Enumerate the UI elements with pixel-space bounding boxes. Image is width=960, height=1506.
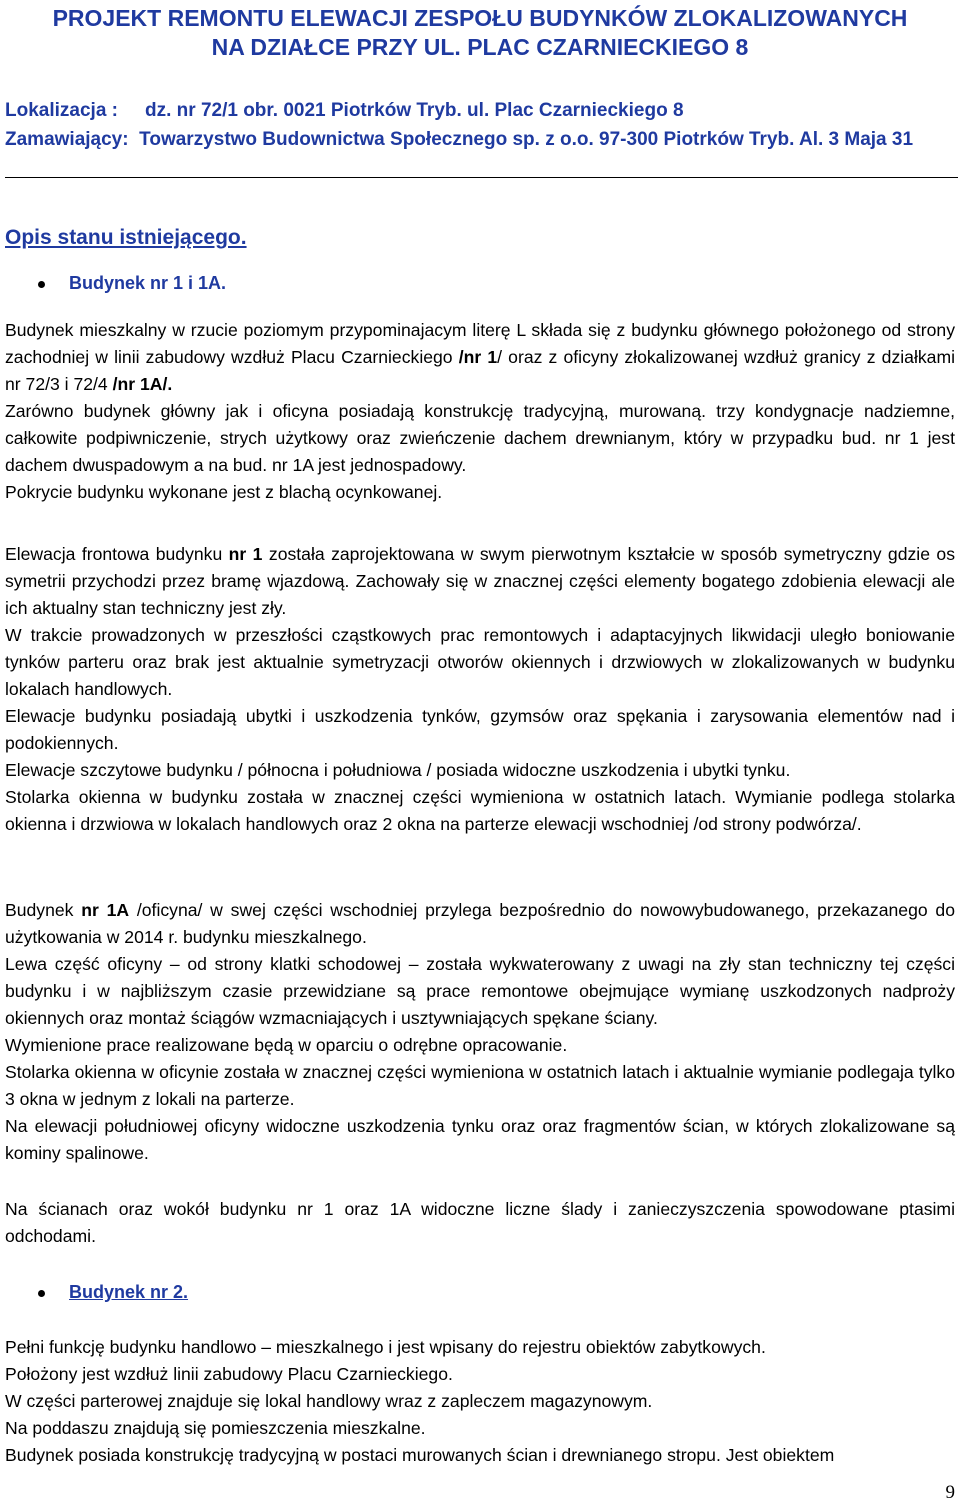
text-line: Budynek posiada konstrukcję tradycyjną w postaci murowanych ścian i drewnianego stropu. Jest obiektem (5, 1445, 835, 1465)
text-bold: /nr 1 (458, 347, 498, 367)
text-line: Zarówno budynek główny jak i oficyna posiadają konstrukcję tradycyjną, murowaną. trzy kondygnacje nadziemne, całkowite podpiwniczenie, strych użytkowy oraz zwieńczenie dachem drewnianym, który w przypadku bud. nr 1 jest dachem dwuspadowym a na bud. nr 1A jest jednospadowy. (5, 401, 955, 475)
project-meta (5, 96, 913, 154)
text-span: /oficyna/ w swej części wschodniej przylega bezpośrednio do nowowybudowanego, przekazanego do użytkowania w 2014 r. budynku mieszkalnego. (5, 900, 955, 947)
text-span: Elewacja frontowa budynku (5, 544, 229, 564)
text-line: Na poddaszu znajdują się pomieszczenia mieszkalne. (5, 1418, 426, 1438)
client-value: Towarzystwo Budownictwa Społecznego sp. z o.o. 97-300 Piotrków Tryb. Al. 3 Maja 31 (139, 129, 914, 150)
text-line: Elewacje budynku posiadają ubytki i uszkodzenia tynków, gzymsów oraz spękania i zarysowania elementów nad i podokiennych. (5, 706, 955, 753)
location-label: Lokalizacja : (5, 100, 118, 121)
text-line: Położony jest wzdłuż linii zabudowy Placu Czarnieckiego. (5, 1364, 453, 1384)
document-title (0, 4, 960, 62)
title-line-2: NA DZIAŁCE PRZY UL. PLAC CZARNIECKIEGO 8 (211, 34, 749, 60)
text-line: Stolarka okienna w oficynie została w znacznej części wymieniona w ostatnich latach i aktualnie wymianie podlegaja tylko 3 okna w jednym z lokali na parterze. (5, 1062, 955, 1109)
paragraph-5 (5, 1334, 955, 1469)
text-line: Na elewacji południowej oficyny widoczne uszkodzenia tynku oraz oraz fragmentów ścian, w których zlokalizowane są kominy spalinowe. (5, 1116, 955, 1163)
text-line (5, 317, 955, 398)
bullet-dot-icon (38, 1290, 45, 1297)
text-span: została zaprojektowana w swym pierwotnym kształcie w sposób symetryczny gdzie os symetrii przychodzi przez bramę wjazdową. Zachowały się w znacznej części elementy bogatego zdobienia elewacji ale ich aktualny stan techniczny jest zły. (5, 544, 955, 618)
text-line: W części parterowej znajduje się lokal handlowy wraz z zapleczem magazynowym. (5, 1391, 653, 1411)
paragraph-4: Na ścianach oraz wokół budynku nr 1 oraz 1A widoczne liczne ślady i zanieczyszczenia spowodowane ptasimi odchodami. (5, 1199, 955, 1246)
paragraph-3 (5, 897, 955, 1167)
text-line: Elewacje szczytowe budynku / północna i południowa / posiada widoczne uszkodzenia i ubytki tynku. (5, 760, 791, 780)
text-line: Pokrycie budynku wykonane jest z blachą ocynkowanej. (5, 482, 443, 502)
bullet-dot-icon (38, 281, 45, 288)
location-row (5, 96, 913, 125)
paragraph-1 (5, 317, 955, 506)
client-row (5, 125, 913, 154)
horizontal-rule (5, 177, 958, 178)
bullet-building-1 (38, 270, 226, 296)
text-line (5, 541, 955, 622)
text-line: Stolarka okienna w budynku została w znacznej części wymieniona w ostatnich latach. Wymianie podlega stolarka okienna i drzwiowa w lokalach handlowych oraz 2 okna na parterze elewacji wschodniej /od strony podwórza/. (5, 787, 955, 834)
bullet-label: Budynek nr 2. (69, 1282, 189, 1302)
paragraph-2 (5, 541, 955, 838)
section-heading: Opis stanu istniejącego. (5, 226, 247, 249)
text-span: Budynek mieszkalny w rzucie poziomym przypominajacym literę L składa się z budynku głównego położonego od strony zachodniej w linii zabudowy wzdłuż Placu Czarnieckiego (5, 320, 955, 367)
text-line: W trakcie prowadzonych w przeszłości cząstkowych prac remontowych i adaptacyjnych likwidacji uległo boniowanie tynków parteru oraz brak jest aktualnie symetryzacji otworów okiennych i drzwiowych w zlokalizowanych w budynku lokalach handlowych. (5, 625, 955, 699)
client-label: Zamawiający: (5, 129, 129, 150)
bullet-building-2 (38, 1279, 188, 1305)
text-bold: nr 1A (81, 900, 130, 920)
text-span: Budynek (5, 900, 82, 920)
text-span: / oraz z oficyny złokalizowanej wzdłuż granicy z działkami nr 72/3 i 72/4 (5, 347, 956, 394)
text-bold: nr 1 (228, 544, 263, 564)
location-value: dz. nr 72/1 obr. 0021 Piotrków Tryb. ul. Plac Czarnieckiego 8 (145, 100, 684, 121)
page-number: 9 (945, 1482, 955, 1503)
title-line-1: PROJEKT REMONTU ELEWACJI ZESPOŁU BUDYNKÓW ZLOKALIZOWANYCH (52, 5, 908, 31)
text-line (5, 897, 955, 951)
text-line: Lewa część oficyny – od strony klatki schodowej – została wykwaterowany z uwagi na zły stan techniczny tej części budynku i w najbliższym czasie przewidziane są prace remontowe obejmujące wymianę uszkodzonych nadproży okiennych oraz montaż ściągów wzmacniających i usztywniających spękane ściany. (5, 954, 955, 1028)
text-line: Wymienione prace realizowane będą w oparciu o odrębne opracowanie. (5, 1035, 568, 1055)
bullet-label: Budynek nr 1 i 1A. (69, 273, 227, 293)
text-bold: /nr 1A/. (112, 374, 173, 394)
text-line: Pełni funkcję budynku handlowo – mieszkalnego i jest wpisany do rejestru obiektów zabytkowych. (5, 1337, 766, 1357)
